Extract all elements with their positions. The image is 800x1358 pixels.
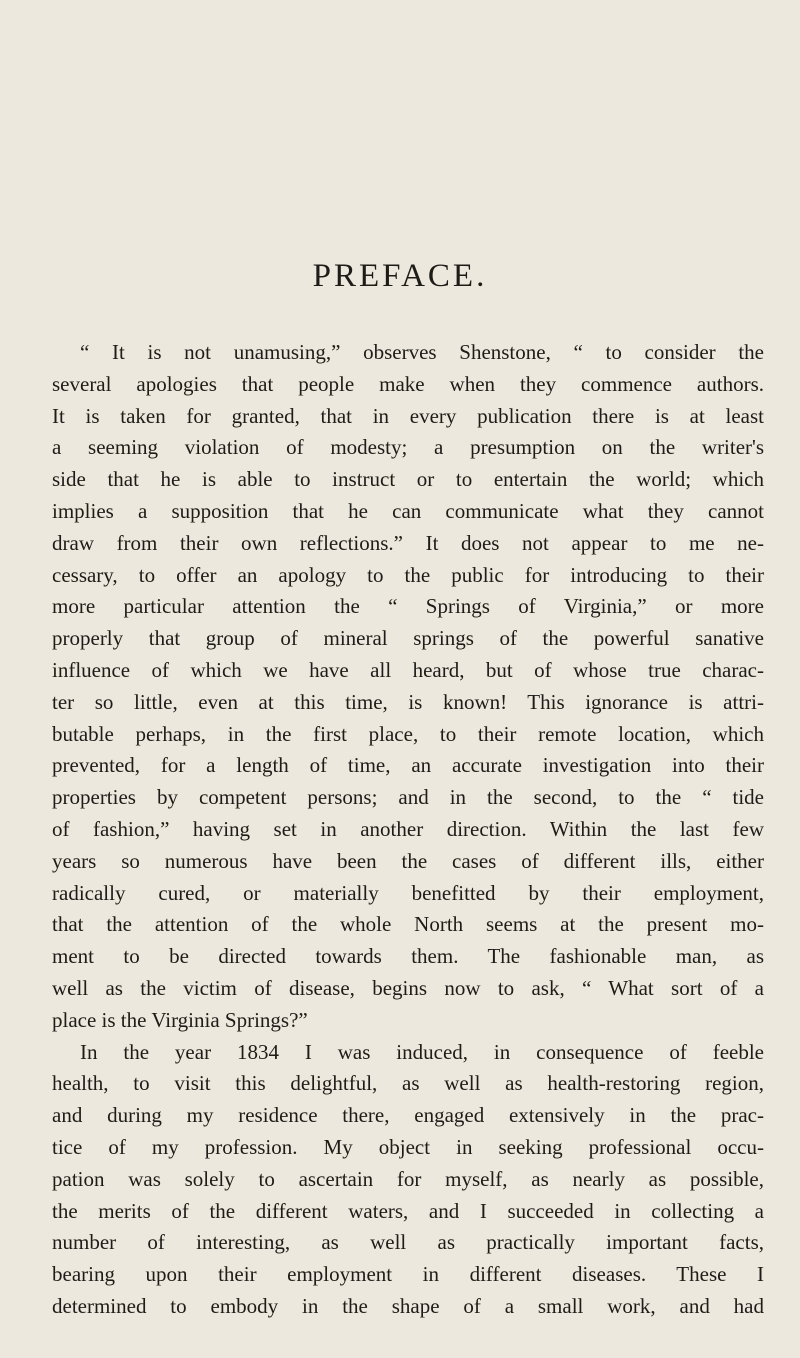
text-line: the merits of the different waters, and I succeeded in collecting a bbox=[52, 1198, 764, 1223]
text-line: ment to be directed towards them. The fashionable man, as bbox=[52, 944, 764, 969]
text-line: properties by competent persons; and in the second, to the “ tide bbox=[52, 785, 764, 810]
text-line: It is taken for granted, that in every publication there is at least bbox=[52, 403, 764, 428]
text-line: ter so little, even at this time, is known! This ignorance is attri- bbox=[52, 689, 764, 714]
text-line: of fashion,” having set in another direction. Within the last few bbox=[52, 816, 764, 841]
text-line: bearing upon their employment in different diseases. These I bbox=[52, 1262, 764, 1287]
text-line: place is the Virginia Springs?” bbox=[52, 1007, 308, 1032]
text-line: several apologies that people make when they commence authors. bbox=[52, 371, 764, 396]
text-line: number of interesting, as well as practically important facts, bbox=[52, 1230, 764, 1255]
text-line: years so numerous have been the cases of different ills, either bbox=[52, 848, 764, 873]
text-line: more particular attention the “ Springs of Virginia,” or more bbox=[52, 594, 764, 619]
text-line: tice of my profession. My object in seeking professional occu- bbox=[52, 1134, 764, 1159]
text-line: a seeming violation of modesty; a presumption on the writer's bbox=[52, 435, 764, 460]
text-line: cessary, to offer an apology to the public for introducing to their bbox=[52, 562, 764, 587]
text-line: health, to visit this delightful, as well as health-restoring region, bbox=[52, 1071, 764, 1096]
text-line: well as the victim of disease, begins now to ask, “ What sort of a bbox=[52, 975, 764, 1000]
text-line: properly that group of mineral springs of the powerful sanative bbox=[52, 626, 764, 651]
text-line: draw from their own reflections.” It does not appear to me ne- bbox=[52, 530, 764, 555]
text-line: influence of which we have all heard, but of whose true charac- bbox=[52, 657, 764, 682]
page-title: PREFACE. bbox=[312, 258, 488, 294]
preface-body bbox=[52, 337, 764, 1323]
text-line: implies a supposition that he can communicate what they cannot bbox=[52, 498, 764, 523]
text-line: pation was solely to ascertain for myself, as nearly as possible, bbox=[52, 1166, 764, 1191]
text-line: butable perhaps, in the first place, to their remote location, which bbox=[52, 721, 764, 746]
text-line: and during my residence there, engaged extensively in the prac- bbox=[52, 1103, 764, 1128]
text-line: “ It is not unamusing,” observes Shenstone, “ to consider the bbox=[80, 340, 764, 364]
text-line: determined to embody in the shape of a small work, and had bbox=[52, 1293, 764, 1318]
text-line: that the attention of the whole North seems at the present mo- bbox=[52, 912, 764, 937]
text-line: radically cured, or materially benefitted by their employment, bbox=[52, 880, 764, 905]
text-line: prevented, for a length of time, an accurate investigation into their bbox=[52, 753, 764, 778]
text-line: In the year 1834 I was induced, in consequence of feeble bbox=[80, 1039, 764, 1064]
text-line: side that he is able to instruct or to entertain the world; which bbox=[52, 467, 764, 492]
